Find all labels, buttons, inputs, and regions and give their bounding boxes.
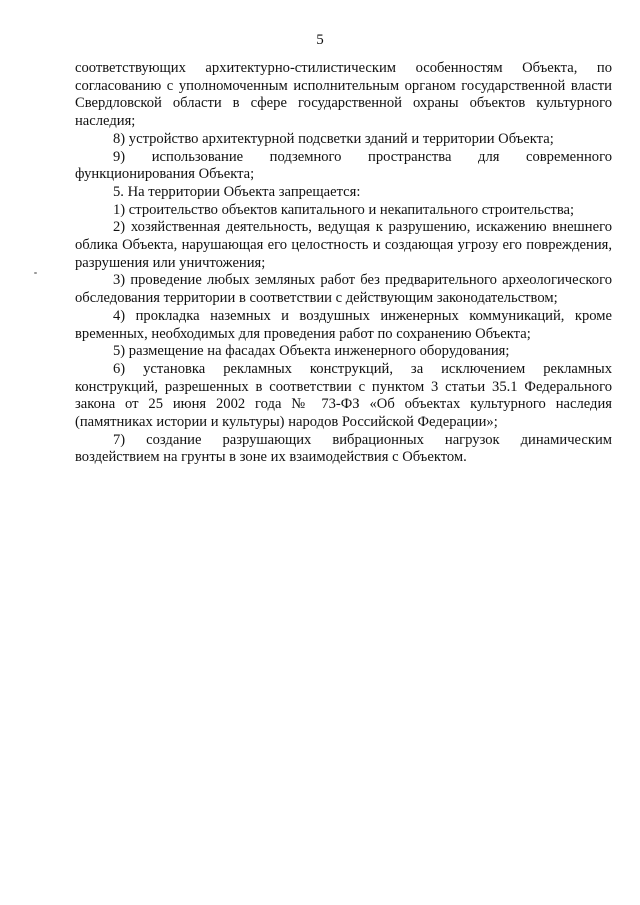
paragraph-section-5-heading: 5. На территории Объекта запрещается: xyxy=(113,183,361,200)
scan-speck xyxy=(34,272,37,274)
paragraph-prohibition-3: 3) проведение любых земляных работ без предварительного археологического обследования территории в соответствии с действующим законодательством; xyxy=(75,272,612,307)
paragraph-prohibition-5: 5) размещение на фасадах Объекта инженерного оборудования; xyxy=(113,343,510,360)
paragraph-prohibition-2: 2) хозяйственная деятельность, ведущая к разрушению, искажению внешнего облика Объекта, нарушающая его целостность и создающая угрозу его повреждения, разрушения или уничтожения; xyxy=(75,219,612,271)
paragraph-item-9: 9) использование подземного пространства для современного функционирования Объекта; xyxy=(75,148,612,183)
paragraph-item-8: 8) устройство архитектурной подсветки зданий и территории Объекта; xyxy=(113,130,554,147)
paragraph-prohibition-7: 7) создание разрушающих вибрационных нагрузок динамическим воздействием на грунты в зоне их взаимодействия с Объектом. xyxy=(75,431,612,466)
paragraph-prohibition-6: 6) установка рекламных конструкций, за исключением рекламных конструкций, разрешенных в соответствии с пунктом 3 статьи 35.1 Федерального закона от 25 июня 2002 года № 73-ФЗ «Об объектах культурного наследия (памятниках истории и культуры) народов Российской Федерации»; xyxy=(75,360,612,431)
paragraph-prohibition-1: 1) строительство объектов капитального и некапитального строительства; xyxy=(113,201,575,218)
paragraph-continuation: соответствующих архитектурно-стилистическим особенностям Объекта, по согласованию с уполномоченным исполнительным органом государственной власти Свердловской области в сфере государственной охраны объектов культурного наследия; xyxy=(75,60,612,130)
document-body xyxy=(75,60,612,467)
page-number: 5 xyxy=(316,32,324,48)
paragraph-prohibition-4: 4) прокладка наземных и воздушных инженерных коммуникаций, кроме временных, необходимых для проведения работ по сохранению Объекта; xyxy=(75,307,612,342)
